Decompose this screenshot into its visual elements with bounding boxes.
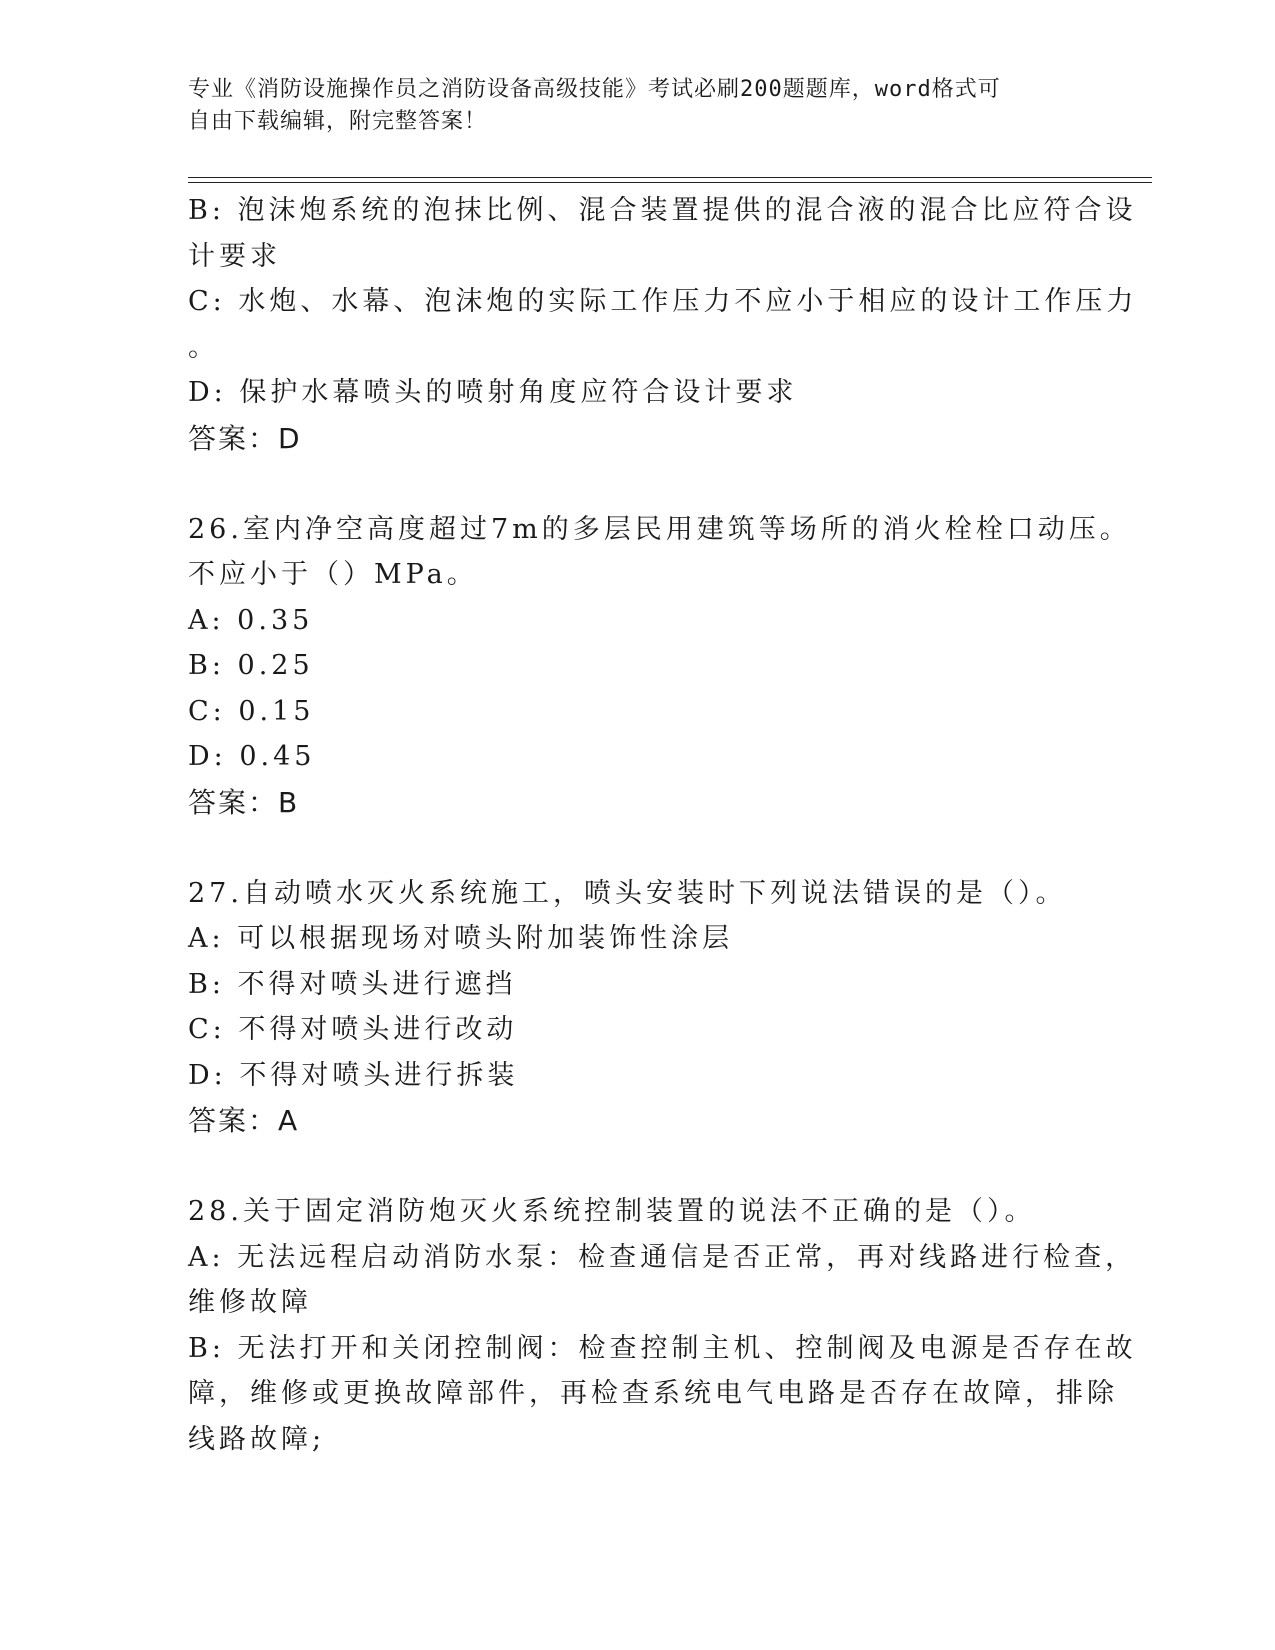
option-d: D: 0.45 <box>188 741 316 772</box>
option-b-line-1: B: 泡沫炮系统的泡抹比例、混合装置提供的混合液的混合比应符合设 <box>188 195 1137 226</box>
option-b: B: 不得对喷头进行遮挡 <box>188 968 517 1000</box>
spacer <box>188 825 1088 871</box>
question-25 <box>188 188 1138 461</box>
option-a: A: 0.35 <box>188 604 314 636</box>
spacer <box>188 1144 1088 1190</box>
document-body <box>188 188 1138 1462</box>
option-b-line-2: 障，维修或更换故障部件，再检查系统电气电路是否存在故障，排除 <box>188 1378 1118 1409</box>
question-stem-line-2: 不应小于（）MPa。 <box>188 559 478 590</box>
option-a-line-2: 维修故障 <box>188 1287 312 1318</box>
option-c: C: 0.15 <box>188 695 315 727</box>
question-26 <box>188 507 1131 826</box>
answer: 答案：B <box>188 785 300 819</box>
option-b-line-1: B: 无法打开和关闭控制阀：检查控制主机、控制阀及电源是否存在故 <box>188 1332 1137 1364</box>
answer: 答案：D <box>188 421 302 455</box>
header-divider-bottom <box>188 182 1152 183</box>
option-c-line-1: C: 水炮、水幕、泡沫炮的实际工作压力不应小于相应的设计工作压力 <box>188 286 1138 317</box>
question-stem: 28.关于固定消防炮灭火系统控制装置的说法不正确的是（）。 <box>188 1196 1036 1227</box>
question-27 <box>188 871 1088 1144</box>
option-d: D: 不得对喷头进行拆装 <box>188 1059 519 1091</box>
header-line-2: 自由下载编辑，附完整答案！ <box>188 109 488 134</box>
option-c: C: 不得对喷头进行改动 <box>188 1014 518 1045</box>
option-d: D: 保护水幕喷头的喷射角度应符合设计要求 <box>188 377 798 408</box>
header-line-1: 专业《消防设施操作员之消防设备高级技能》考试必刷200题题库，word格式可 <box>188 77 1001 102</box>
answer: 答案：A <box>188 1104 300 1137</box>
question-28 <box>188 1189 1137 1462</box>
option-a-line-1: A: 无法远程启动消防水泵：检查通信是否正常，再对线路进行检查， <box>188 1241 1137 1273</box>
spacer <box>188 461 1088 507</box>
option-c-line-2: 。 <box>188 331 219 363</box>
question-stem: 27.自动喷水灭火系统施工，喷头安装时下列说法错误的是（）。 <box>188 877 1067 909</box>
option-a: A: 可以根据现场对喷头附加装饰性涂层 <box>188 923 734 954</box>
header-divider-top <box>188 177 1152 178</box>
option-b-line-3: 线路故障; <box>188 1423 326 1455</box>
option-b-line-2: 计要求 <box>188 240 281 272</box>
document-header <box>188 74 1088 138</box>
option-b: B: 0.25 <box>188 650 314 681</box>
question-stem-line-1: 26.室内净空高度超过7m的多层民用建筑等场所的消火栓栓口动压。 <box>188 513 1131 545</box>
